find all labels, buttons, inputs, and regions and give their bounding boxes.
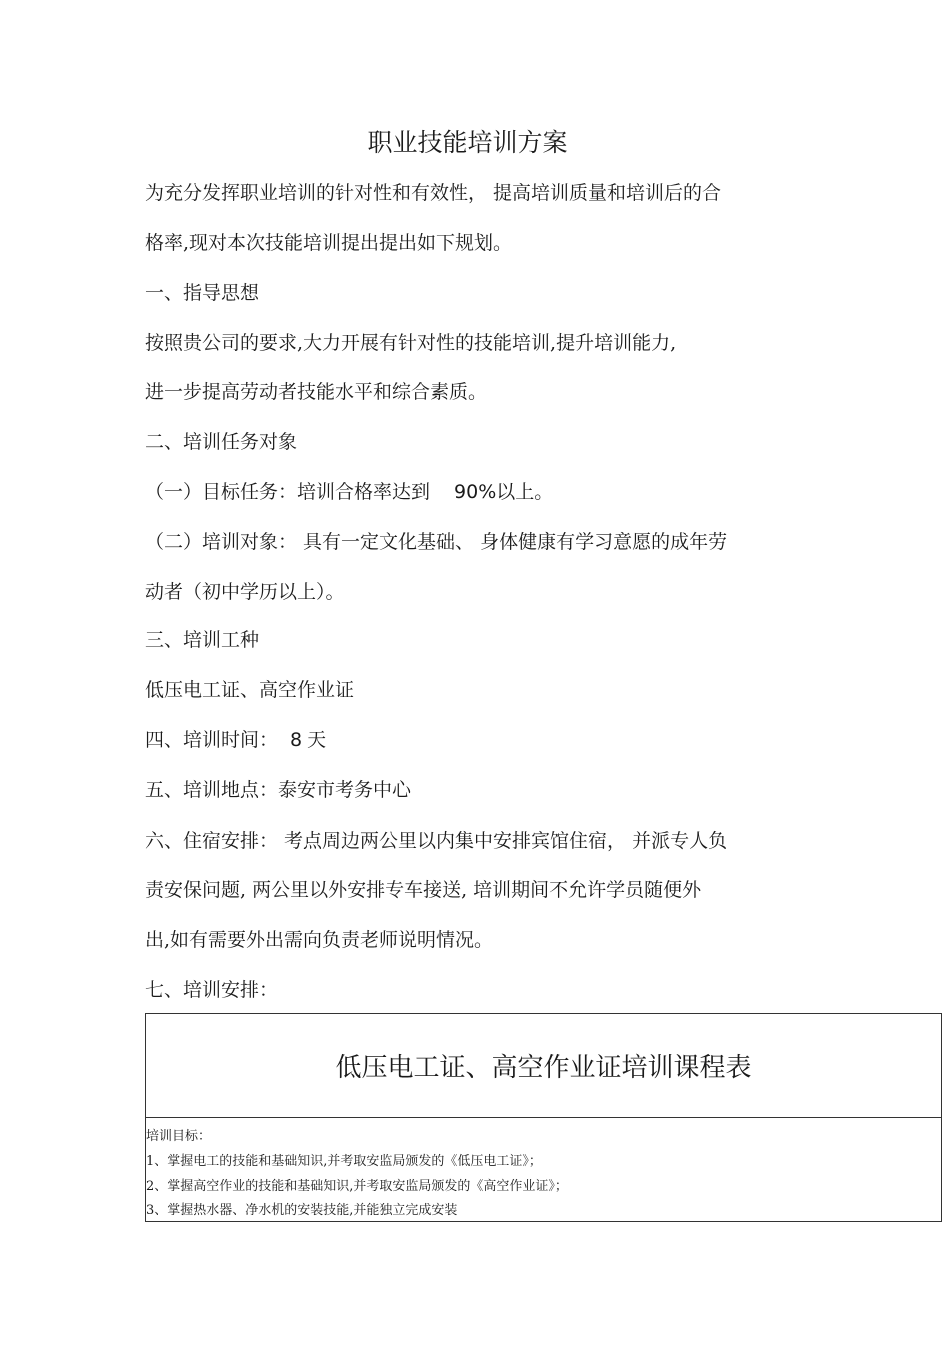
section-2-item-2-line-1: （二）培训对象： 具有一定文化基础、 身体健康有学习意愿的成年劳 <box>145 531 728 553</box>
page-title: 职业技能培训方案 <box>367 128 568 157</box>
section-4-training-time <box>145 727 326 753</box>
schedule-title-cell <box>146 1014 941 1118</box>
pass-rate-value: 90% <box>454 481 497 503</box>
goal-item-3: 3、掌握热水器、净水机的安装技能,并能独立完成安装 <box>146 1203 458 1218</box>
training-days-unit: 天 <box>307 729 327 751</box>
training-time-label: 四、培训时间： <box>145 729 279 751</box>
schedule-table <box>145 1013 942 1222</box>
goal-item-2: 2、掌握高空作业的技能和基础知识,并考取安监局颁发的《高空作业证》； <box>146 1179 568 1194</box>
section-1-line-2: 进一步提高劳动者技能水平和综合素质。 <box>145 381 488 403</box>
section-6-line-3: 出,如有需要外出需向负责老师说明情况。 <box>145 929 494 951</box>
section-6-line-1: 六、住宿安排： 考点周边两公里以内集中安排宾馆住宿， 并派专人负 <box>145 830 728 852</box>
section-6-line-2: 责安保问题, 两公里以外安排专车接送, 培训期间不允许学员随便外 <box>145 879 702 901</box>
intro-line-1: 为充分发挥职业培训的针对性和有效性， 提高培训质量和培训后的合 <box>145 182 722 204</box>
section-7-heading: 七、培训安排： <box>145 979 279 1001</box>
goal-item-1: 1、掌握电工的技能和基础知识,并考取安监局颁发的《低压电工证》； <box>146 1154 542 1169</box>
section-1-heading: 一、指导思想 <box>145 282 260 304</box>
section-3-heading: 三、培训工种 <box>145 629 260 651</box>
training-days-value: 8 <box>290 729 303 751</box>
section-3-content: 低压电工证、高空作业证 <box>145 679 355 701</box>
schedule-title: 低压电工证、高空作业证培训课程表 <box>335 1053 752 1083</box>
target-task-label: （一）目标任务：培训合格率达到 <box>145 481 431 503</box>
target-task-suffix: 以上。 <box>496 481 554 503</box>
section-2-heading: 二、培训任务对象 <box>145 431 298 453</box>
goals-label: 培训目标： <box>146 1129 212 1144</box>
section-2-item-1 <box>145 479 553 505</box>
intro-line-2: 格率,现对本次技能培训提出提出如下规划。 <box>145 232 513 254</box>
section-1-line-1: 按照贵公司的要求,大力开展有针对性的技能培训,提升培训能力, <box>145 332 677 354</box>
section-5-training-location: 五、培训地点：泰安市考务中心 <box>145 779 412 801</box>
section-2-item-2-line-2: 动者（初中学历以上）。 <box>145 581 345 603</box>
